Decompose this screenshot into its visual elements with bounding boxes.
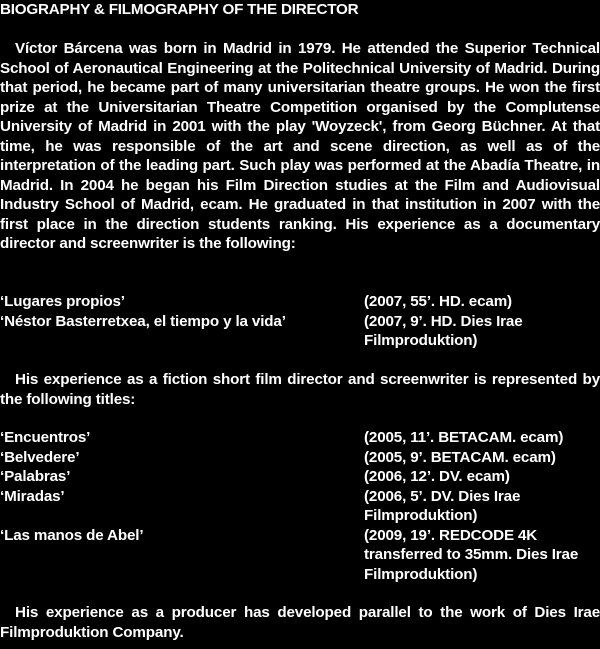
film-info: (2005, 9’. BETACAM. ecam) xyxy=(364,448,556,466)
biography-paragraph: Víctor Bárcena was born in Madrid in 1979. He attended the Superior Technical School of Aeronautical Engineering at the Politechnical University of Madrid. During that period, he became part of many universitarian theatre groups. He won the first prize at the Universitarian Theatre Competition organised by the Complutense University of Madrid in 2001 with the play 'Woyzeck', from Georg Büchner. At that time, he was responsible of the art and scene direction, as well as of the interpretation of the leading part. Such play was performed at the Abadía Theatre, in Madrid. In 2004 he began his Film Direction studies at the Film and Audiovisual Industry School of Madrid, ecam. He graduated in that institution in 2007 with the first place in the direction students ranking. His experience as a documentary director and screenwriter is the following: xyxy=(0,40,600,252)
document-title: BIOGRAPHY & FILMOGRAPHY OF THE DIRECTOR xyxy=(0,1,359,18)
list-item xyxy=(0,312,600,351)
film-title: ‘Lugares propios’ xyxy=(0,293,125,310)
film-title: ‘Encuentros’ xyxy=(0,429,91,446)
film-info: (2007, 55’. HD. ecam) xyxy=(364,293,512,310)
list-item xyxy=(0,428,600,448)
film-title: ‘Miradas’ xyxy=(0,487,65,505)
film-title: ‘Las manos de Abel’ xyxy=(0,526,144,544)
fiction-film-list xyxy=(0,428,600,584)
film-info: (2007, 9’. HD. Dies Irae Filmproduktion) xyxy=(364,312,523,349)
film-info: (2009, 19’. REDCODE 4K transferred to 35mm. Dies Irae Filmproduktion) xyxy=(364,526,579,583)
film-title: ‘Belvedere’ xyxy=(0,448,80,466)
film-info: (2006, 12’. DV. ecam) xyxy=(364,468,510,485)
fiction-intro-paragraph: His experience as a fiction short film director and screenwriter is represented by the following titles: xyxy=(0,371,600,408)
list-item xyxy=(0,487,600,526)
producer-paragraph: His experience as a producer has developed parallel to the work of Dies Irae Filmproduktion Company. xyxy=(0,604,600,641)
list-item xyxy=(0,526,600,585)
film-title: ‘Néstor Basterretxea, el tiempo y la vida’ xyxy=(0,312,286,330)
documentary-list xyxy=(0,292,600,351)
list-item xyxy=(0,448,600,468)
film-info: (2006, 5’. DV. Dies Irae Filmproduktion) xyxy=(364,487,521,524)
list-item xyxy=(0,292,600,312)
film-title: ‘Palabras’ xyxy=(0,468,71,485)
list-item xyxy=(0,467,600,487)
film-info: (2005, 11’. BETACAM. ecam) xyxy=(364,429,564,446)
